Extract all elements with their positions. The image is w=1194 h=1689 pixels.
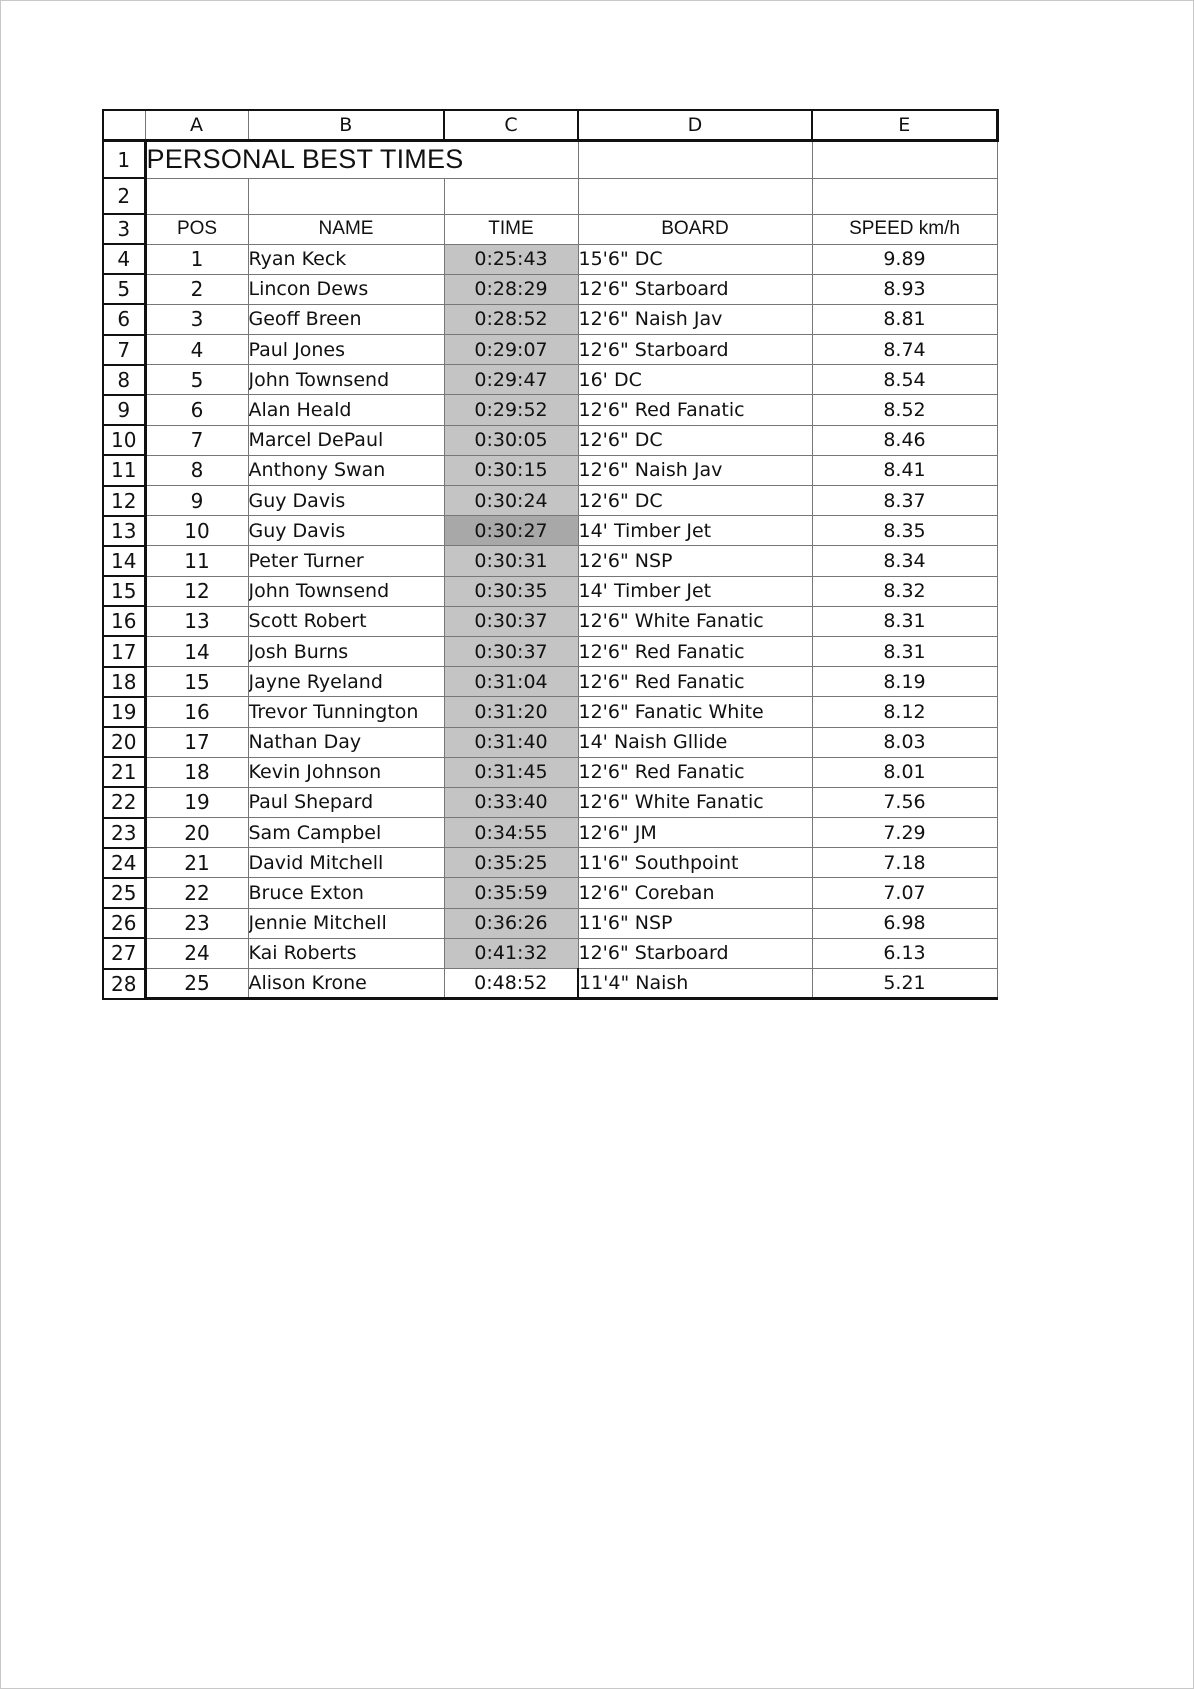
cell-name[interactable]: Kai Roberts: [248, 938, 444, 968]
cell-board[interactable]: 12'6" JM: [578, 818, 812, 848]
table-row: [103, 365, 997, 395]
row-number[interactable]: 19: [103, 697, 145, 727]
cell-board[interactable]: 14' Timber Jet: [578, 576, 812, 606]
row-number[interactable]: 24: [103, 848, 145, 878]
cell-pos[interactable]: 22: [145, 878, 248, 908]
column-header-e[interactable]: E: [812, 110, 997, 141]
cell-board[interactable]: 16' DC: [578, 365, 812, 395]
row-number[interactable]: 22: [103, 787, 145, 817]
table-row: [103, 395, 997, 425]
cell-time[interactable]: 0:25:43: [444, 244, 578, 274]
cell-name[interactable]: Nathan Day: [248, 727, 444, 757]
cell-time[interactable]: 0:30:05: [444, 425, 578, 455]
cell-time[interactable]: 0:33:40: [444, 787, 578, 817]
cell-board[interactable]: 12'6" NSP: [578, 546, 812, 576]
cell-speed[interactable]: 7.56: [812, 787, 997, 817]
cell-pos[interactable]: 21: [145, 848, 248, 878]
cell-pos[interactable]: 15: [145, 667, 248, 697]
cell-pos[interactable]: 17: [145, 727, 248, 757]
cell-name[interactable]: Geoff Breen: [248, 304, 444, 334]
cell-time[interactable]: 0:31:04: [444, 667, 578, 697]
cell-board[interactable]: 12'6" Red Fanatic: [578, 757, 812, 787]
cell-name[interactable]: David Mitchell: [248, 848, 444, 878]
row-number[interactable]: 17: [103, 636, 145, 666]
table-row: [103, 697, 997, 727]
cell-pos[interactable]: 5: [145, 365, 248, 395]
blank-row: [103, 178, 997, 214]
row-number[interactable]: 18: [103, 667, 145, 697]
cell-name[interactable]: Trevor Tunnington: [248, 697, 444, 727]
table-row: [103, 274, 997, 304]
cell-time[interactable]: 0:31:20: [444, 697, 578, 727]
row-number[interactable]: 1: [103, 141, 145, 179]
cell-speed[interactable]: 8.52: [812, 395, 997, 425]
cell-e2[interactable]: [812, 178, 997, 214]
row-number[interactable]: 12: [103, 486, 145, 516]
cell-pos[interactable]: 9: [145, 486, 248, 516]
cell-speed[interactable]: 6.13: [812, 938, 997, 968]
row-number[interactable]: 26: [103, 908, 145, 938]
cell-name[interactable]: Scott Robert: [248, 606, 444, 636]
cell-speed[interactable]: 8.32: [812, 576, 997, 606]
cell-speed[interactable]: 8.54: [812, 365, 997, 395]
table-row: [103, 818, 997, 848]
cell-name[interactable]: Jennie Mitchell: [248, 908, 444, 938]
cell-board[interactable]: 14' Timber Jet: [578, 516, 812, 546]
cell-name[interactable]: Bruce Exton: [248, 878, 444, 908]
cell-speed[interactable]: 8.74: [812, 335, 997, 365]
sheet-title-cell[interactable]: PERSONAL BEST TIMES: [145, 141, 578, 179]
table-row: [103, 606, 997, 636]
row-number[interactable]: 9: [103, 395, 145, 425]
cell-board[interactable]: 12'6" Red Fanatic: [578, 395, 812, 425]
table-row: [103, 938, 997, 968]
table-row: [103, 969, 997, 999]
cell-b2[interactable]: [248, 178, 444, 214]
title-row: [103, 141, 997, 179]
cell-name[interactable]: Alison Krone: [248, 969, 444, 999]
column-header-b[interactable]: B: [248, 110, 444, 141]
cell-pos[interactable]: 1: [145, 244, 248, 274]
cell-d2[interactable]: [578, 178, 812, 214]
cell-time[interactable]: 0:48:52: [444, 969, 578, 999]
select-all-corner[interactable]: [103, 110, 145, 141]
header-row: [103, 214, 997, 244]
table-row: [103, 546, 997, 576]
table-row: [103, 636, 997, 666]
cell-time[interactable]: 0:29:07: [444, 335, 578, 365]
cell-speed[interactable]: 7.18: [812, 848, 997, 878]
cell-speed[interactable]: 8.31: [812, 606, 997, 636]
table-row: [103, 455, 997, 485]
cell-time[interactable]: 0:30:24: [444, 486, 578, 516]
cell-board[interactable]: 14' Naish Gllide: [578, 727, 812, 757]
cell-speed[interactable]: 8.03: [812, 727, 997, 757]
cell-pos[interactable]: 24: [145, 938, 248, 968]
cell-pos[interactable]: 19: [145, 787, 248, 817]
table-row: [103, 576, 997, 606]
cell-board[interactable]: 12'6" Starboard: [578, 938, 812, 968]
cell-name[interactable]: John Townsend: [248, 576, 444, 606]
cell-time[interactable]: 0:35:59: [444, 878, 578, 908]
cell-name[interactable]: Kevin Johnson: [248, 757, 444, 787]
header-time[interactable]: TIME: [444, 214, 578, 244]
cell-speed[interactable]: 8.34: [812, 546, 997, 576]
cell-time[interactable]: 0:31:40: [444, 727, 578, 757]
cell-board[interactable]: 12'6" Red Fanatic: [578, 667, 812, 697]
cell-time[interactable]: 0:29:52: [444, 395, 578, 425]
table-row: [103, 425, 997, 455]
header-board[interactable]: BOARD: [578, 214, 812, 244]
cell-board[interactable]: 11'6" NSP: [578, 908, 812, 938]
cell-pos[interactable]: 8: [145, 455, 248, 485]
cell-name[interactable]: Peter Turner: [248, 546, 444, 576]
table-row: [103, 787, 997, 817]
cell-speed[interactable]: 7.29: [812, 818, 997, 848]
cell-name[interactable]: John Townsend: [248, 365, 444, 395]
cell-name[interactable]: Josh Burns: [248, 636, 444, 666]
cell-speed[interactable]: 8.37: [812, 486, 997, 516]
row-number[interactable]: 25: [103, 878, 145, 908]
cell-board[interactable]: 12'6" Fanatic White: [578, 697, 812, 727]
cell-speed[interactable]: 8.41: [812, 455, 997, 485]
header-speed[interactable]: SPEED km/h: [812, 214, 997, 244]
header-name[interactable]: NAME: [248, 214, 444, 244]
cell-name[interactable]: Alan Heald: [248, 395, 444, 425]
row-number[interactable]: 15: [103, 576, 145, 606]
cell-name[interactable]: Guy Davis: [248, 486, 444, 516]
table-row: [103, 757, 997, 787]
cell-board[interactable]: 12'6" DC: [578, 425, 812, 455]
cell-pos[interactable]: 10: [145, 516, 248, 546]
cell-pos[interactable]: 2: [145, 274, 248, 304]
cell-d1[interactable]: [578, 141, 812, 179]
table-row: [103, 335, 997, 365]
cell-pos[interactable]: 7: [145, 425, 248, 455]
cell-pos[interactable]: 18: [145, 757, 248, 787]
cell-time[interactable]: 0:30:31: [444, 546, 578, 576]
table-row: [103, 516, 997, 546]
cell-name[interactable]: Ryan Keck: [248, 244, 444, 274]
cell-pos[interactable]: 23: [145, 908, 248, 938]
cell-time[interactable]: 0:30:15: [444, 455, 578, 485]
cell-speed[interactable]: 8.01: [812, 757, 997, 787]
cell-time[interactable]: 0:30:35: [444, 576, 578, 606]
cell-board[interactable]: 12'6" Naish Jav: [578, 304, 812, 334]
row-number[interactable]: 28: [103, 969, 145, 999]
cell-time[interactable]: 0:35:25: [444, 848, 578, 878]
column-header-a[interactable]: A: [145, 110, 248, 141]
cell-name[interactable]: Paul Shepard: [248, 787, 444, 817]
cell-time[interactable]: 0:34:55: [444, 818, 578, 848]
cell-time[interactable]: 0:28:52: [444, 304, 578, 334]
cell-speed[interactable]: 7.07: [812, 878, 997, 908]
cell-time[interactable]: 0:36:26: [444, 908, 578, 938]
cell-speed[interactable]: 6.98: [812, 908, 997, 938]
cell-board[interactable]: 15'6" DC: [578, 244, 812, 274]
cell-speed[interactable]: 9.89: [812, 244, 997, 274]
row-number[interactable]: 21: [103, 757, 145, 787]
cell-board[interactable]: 11'4" Naish: [578, 969, 812, 999]
cell-speed[interactable]: 8.46: [812, 425, 997, 455]
cell-pos[interactable]: 12: [145, 576, 248, 606]
cell-speed[interactable]: 8.31: [812, 636, 997, 666]
cell-speed[interactable]: 8.19: [812, 667, 997, 697]
table-row: [103, 667, 997, 697]
cell-pos[interactable]: 6: [145, 395, 248, 425]
cell-pos[interactable]: 20: [145, 818, 248, 848]
cell-name[interactable]: Paul Jones: [248, 335, 444, 365]
table-row: [103, 486, 997, 516]
row-number[interactable]: 3: [103, 214, 145, 244]
cell-name[interactable]: Jayne Ryeland: [248, 667, 444, 697]
cell-time[interactable]: 0:30:37: [444, 636, 578, 666]
cell-board[interactable]: 12'6" DC: [578, 486, 812, 516]
cell-time[interactable]: 0:41:32: [444, 938, 578, 968]
row-number[interactable]: 27: [103, 938, 145, 968]
row-number[interactable]: 6: [103, 304, 145, 334]
table-row: [103, 908, 997, 938]
row-number[interactable]: 13: [103, 516, 145, 546]
cell-pos[interactable]: 13: [145, 606, 248, 636]
cell-speed[interactable]: 8.93: [812, 274, 997, 304]
column-header-c[interactable]: C: [444, 110, 578, 141]
row-number[interactable]: 23: [103, 818, 145, 848]
cell-speed[interactable]: 5.21: [812, 969, 997, 999]
header-pos[interactable]: POS: [145, 214, 248, 244]
cell-speed[interactable]: 8.35: [812, 516, 997, 546]
column-header-row: [103, 110, 997, 141]
cell-name[interactable]: Guy Davis: [248, 516, 444, 546]
cell-board[interactable]: 12'6" Starboard: [578, 335, 812, 365]
row-number[interactable]: 5: [103, 274, 145, 304]
table-row: [103, 304, 997, 334]
table-row: [103, 727, 997, 757]
row-number[interactable]: 14: [103, 546, 145, 576]
row-number[interactable]: 20: [103, 727, 145, 757]
cell-time[interactable]: 0:28:29: [444, 274, 578, 304]
cell-time[interactable]: 0:31:45: [444, 757, 578, 787]
cell-name[interactable]: Marcel DePaul: [248, 425, 444, 455]
cell-a2[interactable]: [145, 178, 248, 214]
table-row: [103, 848, 997, 878]
cell-board[interactable]: 12'6" Starboard: [578, 274, 812, 304]
cell-name[interactable]: Lincon Dews: [248, 274, 444, 304]
row-number[interactable]: 16: [103, 606, 145, 636]
cell-board[interactable]: 12'6" White Fanatic: [578, 606, 812, 636]
row-number[interactable]: 7: [103, 335, 145, 365]
cell-pos[interactable]: 11: [145, 546, 248, 576]
cell-pos[interactable]: 16: [145, 697, 248, 727]
row-number[interactable]: 11: [103, 455, 145, 485]
cell-name[interactable]: Anthony Swan: [248, 455, 444, 485]
cell-board[interactable]: 12'6" Naish Jav: [578, 455, 812, 485]
cell-speed[interactable]: 8.12: [812, 697, 997, 727]
cell-time[interactable]: 0:30:37: [444, 606, 578, 636]
cell-time[interactable]: 0:30:27: [444, 516, 578, 546]
cell-board[interactable]: 12'6" White Fanatic: [578, 787, 812, 817]
cell-pos[interactable]: 25: [145, 969, 248, 999]
table-row: [103, 244, 997, 274]
table-row: [103, 878, 997, 908]
cell-board[interactable]: 12'6" Coreban: [578, 878, 812, 908]
row-number[interactable]: 8: [103, 365, 145, 395]
cell-speed[interactable]: 8.81: [812, 304, 997, 334]
cell-c2[interactable]: [444, 178, 578, 214]
cell-board[interactable]: 11'6" Southpoint: [578, 848, 812, 878]
cell-e1[interactable]: [812, 141, 997, 179]
cell-time[interactable]: 0:29:47: [444, 365, 578, 395]
row-number[interactable]: 4: [103, 244, 145, 274]
cell-pos[interactable]: 14: [145, 636, 248, 666]
column-header-d[interactable]: D: [578, 110, 812, 141]
cell-board[interactable]: 12'6" Red Fanatic: [578, 636, 812, 666]
cell-pos[interactable]: 3: [145, 304, 248, 334]
row-number[interactable]: 2: [103, 178, 145, 214]
spreadsheet: [102, 109, 999, 1000]
row-number[interactable]: 10: [103, 425, 145, 455]
cell-name[interactable]: Sam Campbel: [248, 818, 444, 848]
cell-pos[interactable]: 4: [145, 335, 248, 365]
